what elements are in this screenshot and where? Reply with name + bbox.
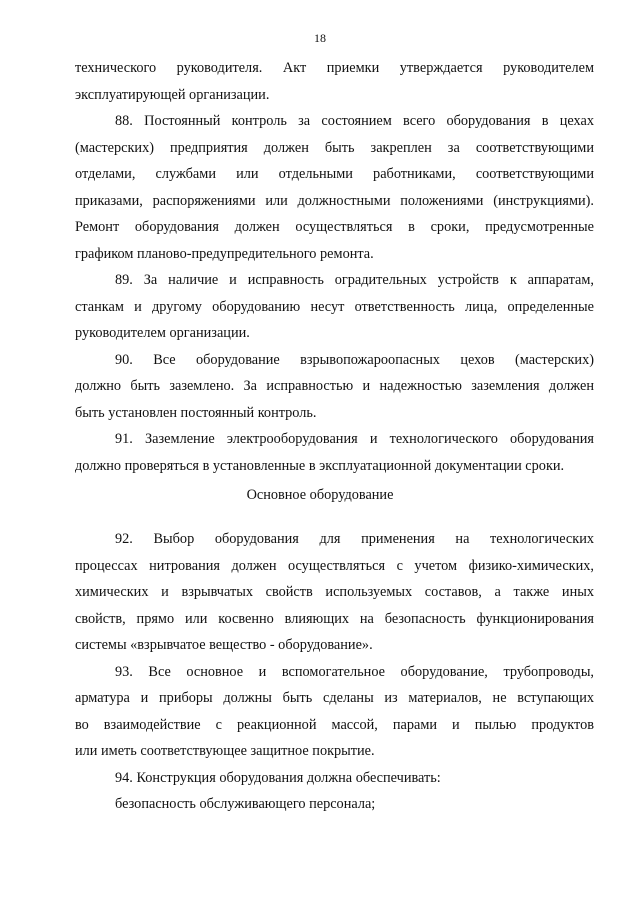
text-line: или иметь соответствующее защитное покрытие.: [75, 743, 375, 759]
paragraph-90-start: 90. Все оборудование взрывопожароопасных цехов (мастерских): [115, 351, 594, 368]
text-line: Ремонт оборудования должен осуществляться в сроки, предусмотренные: [75, 219, 594, 235]
text-line: должно быть заземлено. За исправностью и надежностью заземления должен: [75, 378, 594, 394]
text-line: химических и взрывчатых свойств используемых составов, а также иных: [75, 584, 594, 600]
section-heading: Основное оборудование: [246, 487, 394, 503]
list-item: безопасность обслуживающего персонала;: [115, 796, 376, 812]
paragraph-93-start: 93. Все основное и вспомогательное оборудование, трубопроводы,: [115, 663, 594, 680]
text-line: системы «взрывчатое вещество - оборудование».: [75, 637, 373, 653]
text-line: технического руководителя. Акт приемки утверждается руководителем: [75, 60, 594, 76]
page-number: 18: [314, 31, 326, 45]
text-line: арматура и приборы должны быть сделаны из материалов, не вступающих: [75, 690, 594, 706]
text-line: приказами, распоряжениями или должностными положениями (инструкциями).: [75, 192, 594, 209]
text-line: свойств, прямо или косвенно влияющих на безопасность функционирования: [75, 610, 594, 627]
text-line: (мастерских) предприятия должен быть закреплен за соответствующими: [75, 139, 594, 156]
paragraph-89-start: 89. За наличие и исправность оградительных устройств к аппаратам,: [115, 272, 594, 288]
text-line: процессах нитрования должен осуществляться с учетом физико-химических,: [75, 557, 594, 574]
text-line: во взаимодействие с реакционной массой, парами и пылью продуктов: [75, 716, 594, 733]
text-line: эксплуатирующей организации.: [75, 86, 270, 103]
body-text-block-1: [75, 55, 594, 479]
text-line: руководителем организации.: [75, 325, 250, 341]
paragraph-88-start: 88. Постоянный контроль за состоянием всего оборудования в цехах: [115, 113, 594, 129]
body-text-block-2: [75, 526, 594, 818]
paragraph-94-start: 94. Конструкция оборудования должна обеспечивать:: [115, 769, 441, 786]
paragraph-91-start: 91. Заземление электрооборудования и технологического оборудования: [115, 431, 594, 447]
text-line: должно проверяться в установленные в эксплуатационной документации сроки.: [75, 457, 565, 474]
text-line: графиком планово-предупредительного ремонта.: [75, 245, 374, 262]
paragraph-92-start: 92. Выбор оборудования для применения на технологических: [115, 531, 594, 547]
text-line: станкам и другому оборудованию несут ответственность лица, определенные: [75, 298, 594, 315]
text-line: отделами, службами или отдельными работниками, соответствующими: [75, 166, 594, 182]
text-line: быть установлен постоянный контроль.: [75, 404, 317, 421]
